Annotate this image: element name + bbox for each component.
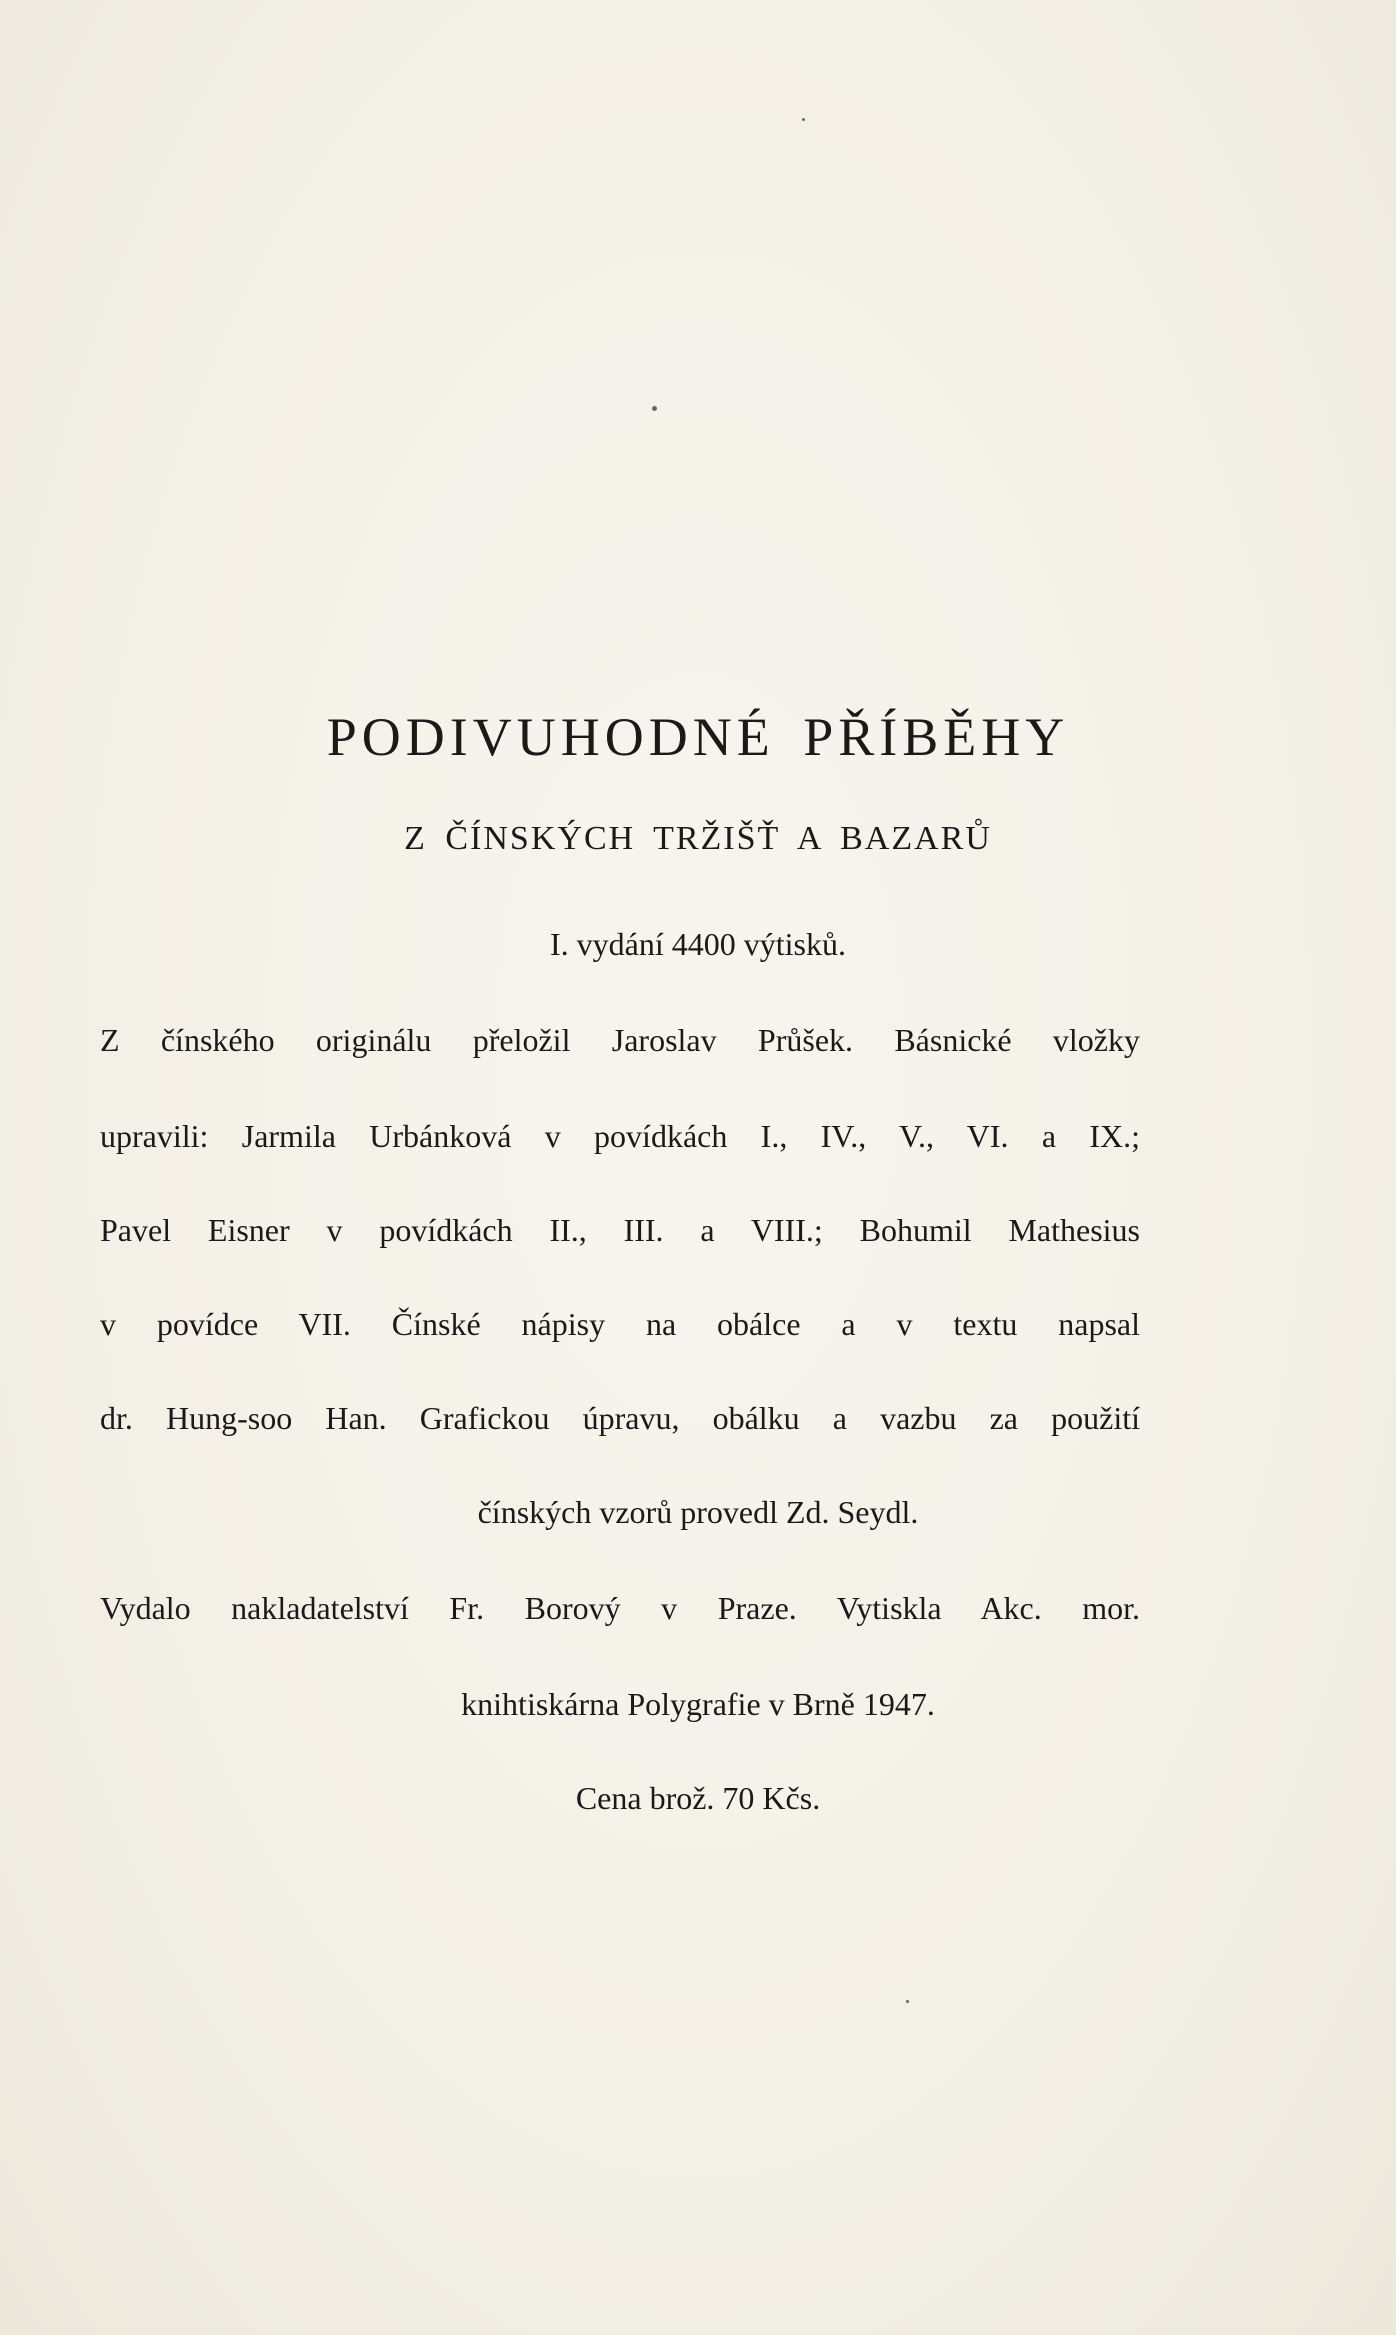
colophon-line: upravili: Jarmila Urbánková v povídkách I., IV., V., VI. a IX.; [100, 1118, 1140, 1154]
book-title: PODIVUHODNÉ PŘÍBĚHY [326, 707, 1070, 767]
colophon-line: čínských vzorů provedl Zd. Seydl. [477, 1494, 919, 1530]
ink-speck [652, 406, 657, 411]
colophon-line: Pavel Eisner v povídkách II., III. a VIII.; Bohumil Mathesius [100, 1212, 1140, 1248]
book-subtitle: Z ČÍNSKÝCH TRŽIŠŤ A BAZARŮ [404, 820, 992, 857]
price-line: Cena brož. 70 Kčs. [575, 1780, 821, 1816]
colophon-line: Z čínského originálu přeložil Jaroslav Průšek. Básnické vložky [100, 1022, 1140, 1058]
ink-speck [802, 118, 805, 121]
colophon-line: knihtiskárna Polygrafie v Brně 1947. [461, 1686, 935, 1722]
colophon-line: dr. Hung-soo Han. Grafickou úpravu, obálku a vazbu za použití [100, 1400, 1140, 1436]
edition-line: I. vydání 4400 výtisků. [550, 926, 846, 962]
ink-speck [906, 2000, 909, 2003]
colophon-line: Vydalo nakladatelství Fr. Borový v Praze. Vytiskla Akc. mor. [100, 1590, 1140, 1626]
colophon-line: v povídce VII. Čínské nápisy na obálce a v textu napsal [100, 1306, 1140, 1342]
